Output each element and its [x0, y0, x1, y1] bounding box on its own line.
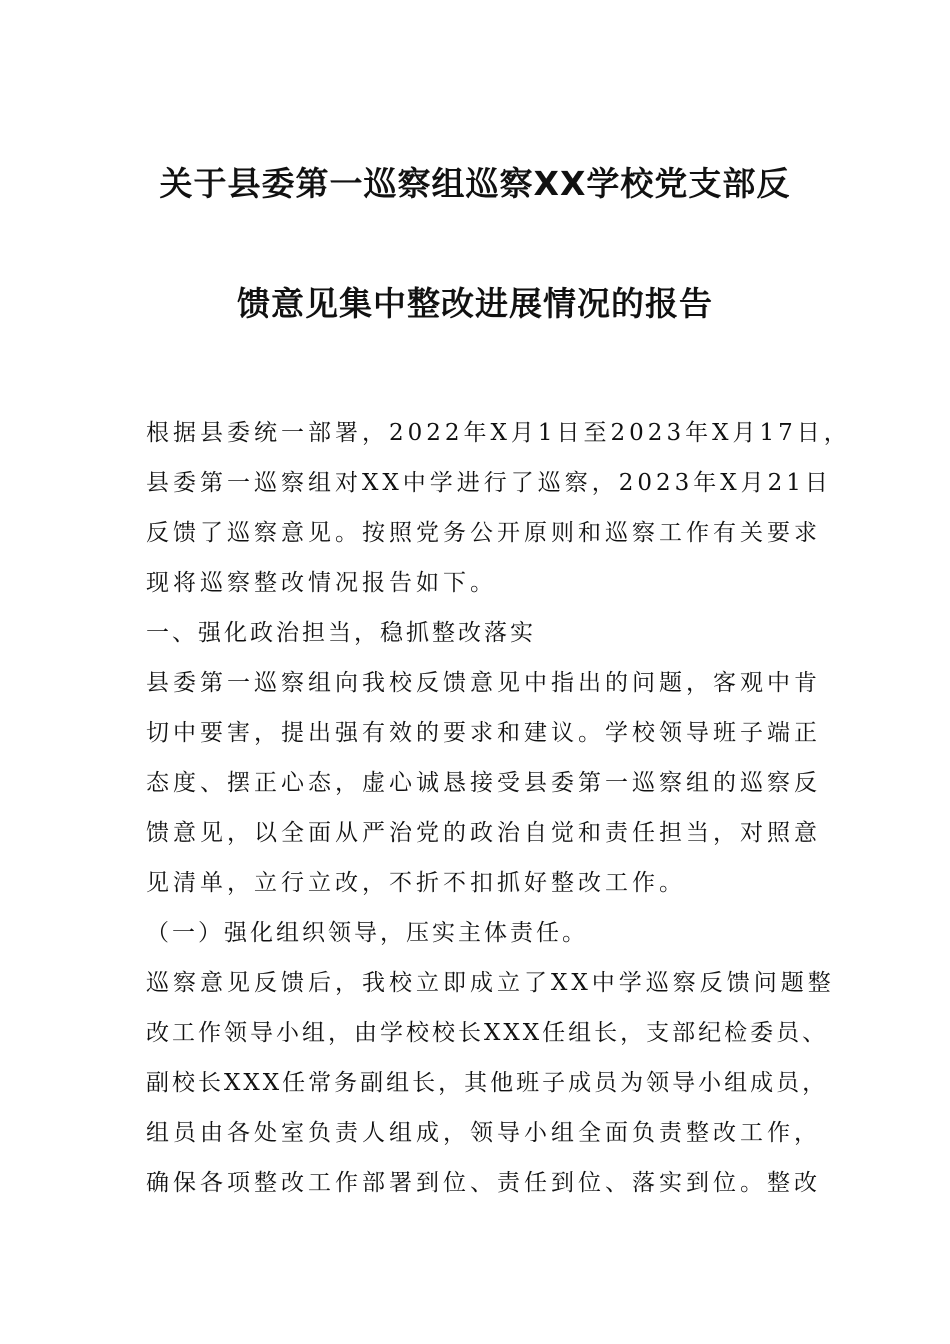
body-line: 现将巡察整改情况报告如下。: [146, 570, 497, 596]
body-line: 县委第一巡察组向我校反馈意见中指出的问题，客观中肯: [146, 670, 821, 696]
body-line: 切中要害，提出强有效的要求和建议。学校领导班子端正: [146, 720, 821, 746]
body-line: 巡察意见反馈后，我校立即成立了XX中学巡察反馈问题整: [146, 970, 835, 996]
body-line: 改工作领导小组，由学校校长XXX任组长，支部纪检委员、: [146, 1020, 829, 1046]
body-line: 副校长XXX任常务副组长，其他班子成员为领导小组成员，: [146, 1070, 829, 1096]
body-line: 馈意见，以全面从严治党的政治自觉和责任担当，对照意: [146, 820, 821, 846]
body-line: 组员由各处室负责人组成，领导小组全面负责整改工作，: [146, 1120, 821, 1146]
document-title-line-1: 关于县委第一巡察组巡察XX学校党支部反: [159, 164, 791, 203]
body-line: 反馈了巡察意见。按照党务公开原则和巡察工作有关要求: [146, 520, 821, 546]
document-body: [146, 408, 851, 1208]
body-line: 态度、摆正心态，虚心诚恳接受县委第一巡察组的巡察反: [146, 770, 821, 796]
document-title-line-2: 馈意见集中整改进展情况的报告: [237, 284, 713, 323]
body-line: 县委第一巡察组对XX中学进行了巡察，2023年X月21日: [146, 470, 832, 496]
section-heading: 一、强化政治担当，稳抓整改落实: [146, 620, 536, 646]
body-line: 见清单，立行立改，不折不扣抓好整改工作。: [146, 870, 686, 896]
body-line: 根据县委统一部署，2022年X月1日至2023年X月17日，: [146, 420, 851, 446]
body-line: 确保各项整改工作部署到位、责任到位、落实到位。整改: [146, 1170, 821, 1196]
subsection-heading: （一）强化组织领导，压实主体责任。: [146, 920, 588, 946]
